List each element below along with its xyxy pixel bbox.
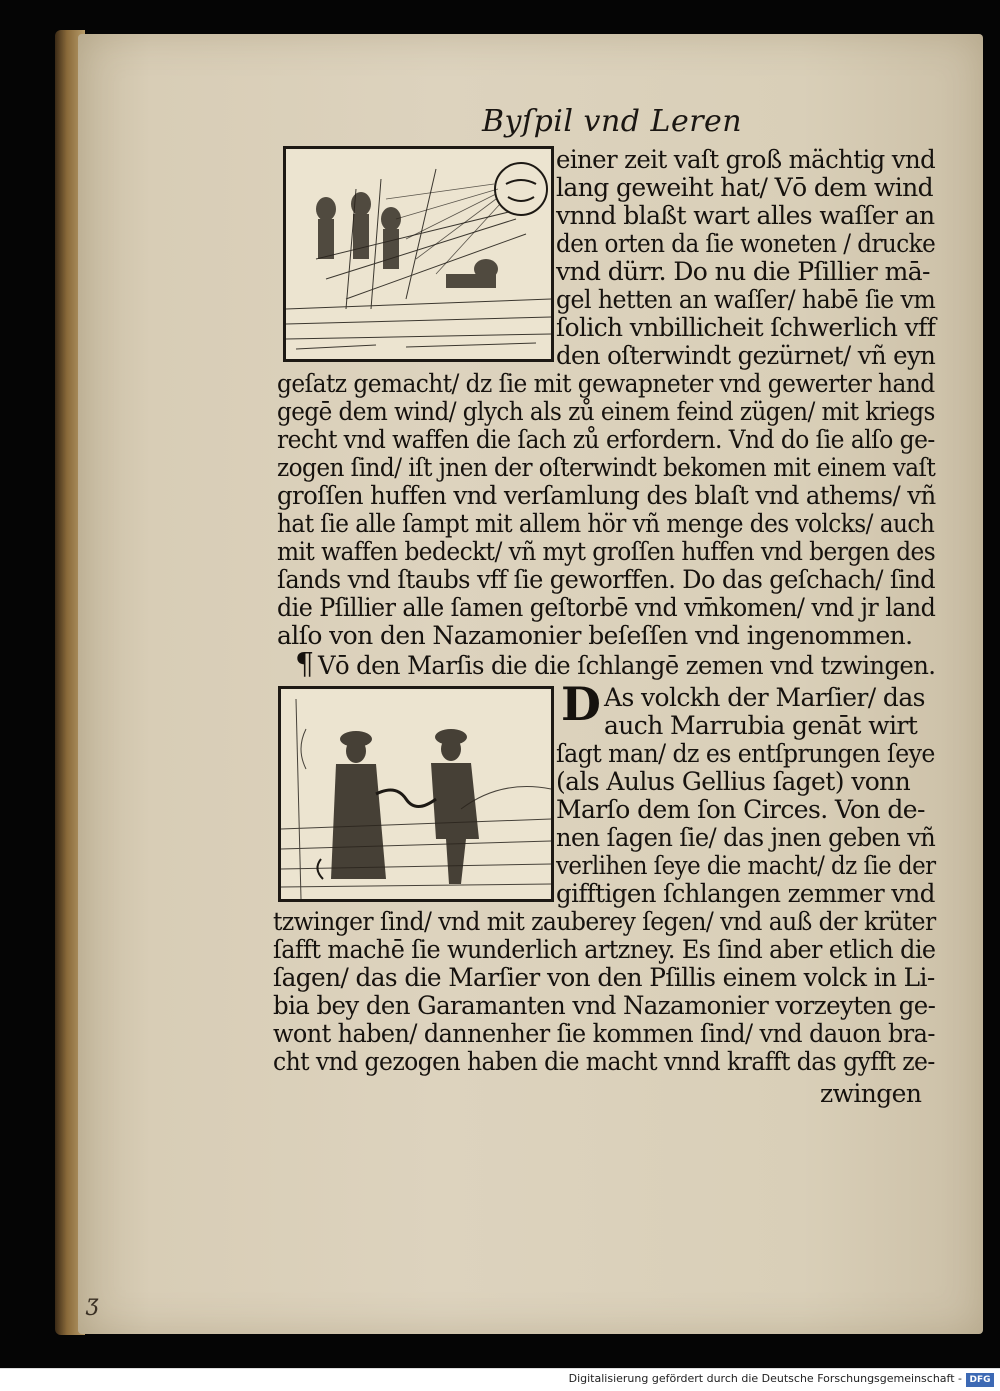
text-line: alſo von den Nazamonier beſeſſen vnd ingenommen. — [277, 621, 913, 650]
footer-bar — [0, 1368, 1000, 1391]
text-line: verlihen ſeye die macht/ dz ſie der — [556, 851, 936, 880]
text-line: ſafft machē ſie wunderlich artzney. Es ſind aber etlich die — [273, 935, 936, 964]
text-line: den orten da ſie woneten / drucke — [556, 229, 936, 258]
text-line: ſands vnd ſtaubs vff ſie geworffen. Do das geſchach/ ſind — [277, 565, 936, 594]
text-line: geſatz gemacht/ dz ſie mit gewapneter vnd gewerter hand — [277, 369, 935, 398]
woodcut-marsi-serpent — [278, 686, 554, 902]
text-line: den oſterwindt gezürnet/ vñ eyn — [556, 341, 936, 370]
text-line: einer zeit vaſt groß mächtig vnd — [556, 145, 936, 174]
text-line: (als Aulus Gellius ſaget) vonn — [556, 767, 911, 796]
dfg-logo: DFG — [966, 1373, 994, 1387]
woodcut-marsi-serpent-image — [281, 689, 551, 899]
text-line: lang geweiht hat/ Vō dem wind — [556, 173, 934, 202]
funding-notice: Digitalisierung gefördert durch die Deutsche Forschungsgemeinschaft - — [568, 1372, 962, 1385]
text-line: bia bey den Garamanten vnd Nazamonier vorzeyten ge- — [273, 991, 936, 1020]
text-line: vnd dürr. Do nu die Pſillier mā- — [556, 257, 930, 286]
running-head: Byſpil vnd Leren — [482, 104, 743, 139]
text-line: gel hetten an waſſer/ habē ſie vm — [556, 285, 936, 314]
text-line: vnnd blaßt wart alles waſſer an — [556, 201, 935, 230]
text-line: auch Marrubia genāt wirt — [604, 711, 918, 740]
text-line: Marſo dem ſon Circes. Von de- — [556, 795, 925, 824]
text-line: As volckh der Marſier/ das — [604, 683, 925, 712]
text-line: groſſen huffen vnd verſamlung des blaſt vnd athems/ vñ — [277, 481, 936, 510]
text-line: cht vnd gezogen haben die macht vnnd krafft das gyfft ze- — [273, 1047, 935, 1076]
text-line: ſagt man/ dz es entſprungen ſeye — [556, 739, 935, 768]
text-line: mit waffen bedeckt/ vñ myt groſſen huffen vnd bergen des — [277, 537, 936, 566]
drop-initial: D — [561, 677, 601, 731]
text-line: nen ſagen ſie/ das jnen geben vñ — [556, 823, 936, 852]
text-line: recht vnd waffen die ſach zů erfordern. Vnd do ſie alſo ge- — [277, 425, 935, 454]
text-line: ſagen/ das die Marſier von den Pſillis einem volck in Li- — [273, 963, 935, 992]
text-line: gegē dem wind/ glych als zů einem feind zügen/ mit kriegs — [277, 397, 935, 426]
paragraph-mark: ¶ — [295, 647, 315, 682]
text-line: ſolich vnbillicheit ſchwerlich vff — [556, 313, 936, 342]
text-line: hat ſie alle ſampt mit allem hör vñ menge des volcks/ auch — [277, 509, 935, 538]
woodcut-psylli-wind-image — [286, 149, 551, 359]
section-heading: Vō den Marſis die die ſchlangē zemen vnd tzwingen. — [318, 651, 936, 680]
text-line: die Pſillier alle ſamen geſtorbē vnd vm̄komen/ vnd jr land — [277, 593, 936, 622]
text-line: wont haben/ dannenher ſie kommen ſind/ vnd dauon bra- — [273, 1019, 935, 1048]
catchword: zwingen — [820, 1079, 922, 1108]
margin-mark: Ʒ — [86, 1296, 99, 1321]
text-line: tzwinger ſind/ vnd mit zauberey ſegen/ vnd auß der krüter — [273, 907, 936, 936]
text-line: gifftigen ſchlangen zemmer vnd — [556, 879, 935, 908]
woodcut-psylli-wind — [283, 146, 554, 362]
text-line: zogen ſind/ iſt jnen der oſterwindt bekomen mit einem vaſt — [277, 453, 936, 482]
